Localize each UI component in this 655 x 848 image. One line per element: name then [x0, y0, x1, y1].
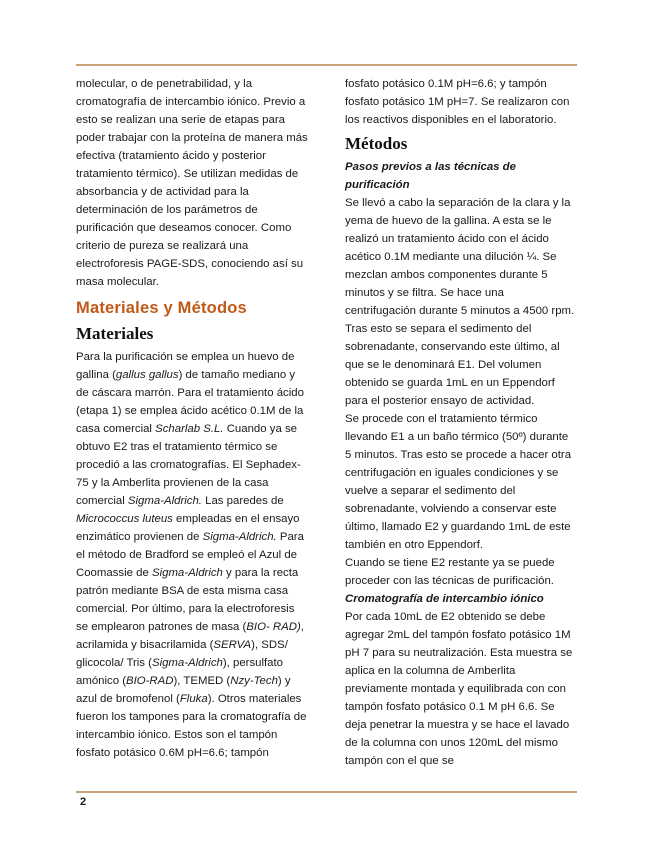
pasos-paragraph-3: Cuando se tiene E2 restante ya se puede proceder con las técnicas de purificación.: [345, 557, 555, 587]
header-rule: [76, 64, 577, 66]
left-column: [76, 75, 308, 762]
metodos-heading: Métodos: [345, 134, 408, 153]
section-heading-materiales-metodos: Materiales y Métodos: [76, 299, 247, 317]
pasos-previos-heading: Pasos previos a las técnicas de purificación: [345, 161, 516, 191]
materiales-paragraph: Para la purificación se emplea un huevo de gallina (gallus gallus) de tamaño mediano y de cáscara marrón. Para el tratamiento ácido (etapa 1) se emplea ácido acético 0.1M de la casa comercial Scharlab S.L. Cuando ya se obtuvo E2 tras el tratamiento térmico se procedió a las cromatografías. El Sephadex-75 y la Amberlita provienen de la casa comercial Sigma-Aldrich. Las paredes de Micrococcus luteus empleadas en el ensayo enzimático provienen de Sigma-Aldrich. Para el método de Bradford se empleó el Azul de Coomassie de Sigma-Aldrich y para la recta patrón mediante BSA de esta misma casa comercial. Por último, para la electroforesis se emplearon patrones de masa (BIO- RAD), acrilamida y bisacrilamida (SERVA), SDS/ glicocola/ Tris (Sigma-Aldrich), persulfato amónico (BIO-RAD), TEMED (Nzy-Tech) y azul de bromofenol (Fluka). Otros materiales fueron los tampones para la cromatografía de intercambio iónico. Estos son el tampón fosfato potásico 0.6M pH=6.6; tampón: [76, 351, 307, 759]
intro-paragraph: molecular, o de penetrabilidad, y la cromatografía de intercambio iónico. Previo a esto se realizan una serie de etapas para poder trabajar con la proteína de manera más efectiva (tratamiento ácido y posterior tratamiento térmico). Se utilizan medidas de absorbancia y de actividad para la determinación de los parámetros de purificación que deseamos conocer. Como criterio de pureza se realizará una electroforesis PAGE-SDS, conociendo así su masa molecular.: [76, 78, 308, 288]
cromatografia-paragraph: Por cada 10mL de E2 obtenido se debe agregar 2mL del tampón fosfato potásico 1M pH 7 para su neutralización. Esta muestra se aplica en la columna de Amberlita previamente montada y equilibrada con con tampón fosfato potásico 0.1 M pH 6.6. Se deja penetrar la muestra y se hace el lavado de la columna con unos 120mL del mismo tampón con el que se: [345, 611, 573, 767]
continuation-paragraph: fosfato potásico 0.1M pH=6.6; y tampón fosfato potásico 1M pH=7. Se realizaron con los reactivos disponibles en el laboratorio.: [345, 78, 570, 126]
materiales-heading: Materiales: [76, 324, 154, 343]
footer-rule: [76, 791, 577, 793]
pasos-paragraph-1: Se llevó a cabo la separación de la clara y la yema de huevo de la gallina. A esta se le realizó un tratamiento ácido con el ácido acético 0.1M mediante una dilución ¼. Se mezclan ambos componentes durante 5 minutos y se filtra. Se hace una centrifugación durante 5 minutos a 4500 rpm. Tras esto se separa el sedimento del sobrenadante, conservando este último, al que se le denominará E1. Del volumen obtenido se guarda 1mL en un Eppendorf para el posterior ensayo de actividad.: [345, 197, 575, 407]
pasos-paragraph-2: Se procede con el tratamiento térmico llevando E1 a un baño térmico (50º) durante 5 minutos. Tras esto se procede a hacer otra centrifugación en iguales condiciones y se vuelve a separar el sedimento del sobrenadante, volviendo a conservar este último, llamado E2 y guardando 1mL de este también en otro Eppendorf.: [345, 413, 572, 551]
page-number: 2: [80, 796, 87, 808]
cromatografia-heading: Cromatografía de intercambio iónico: [345, 593, 544, 605]
right-column: [345, 75, 577, 770]
